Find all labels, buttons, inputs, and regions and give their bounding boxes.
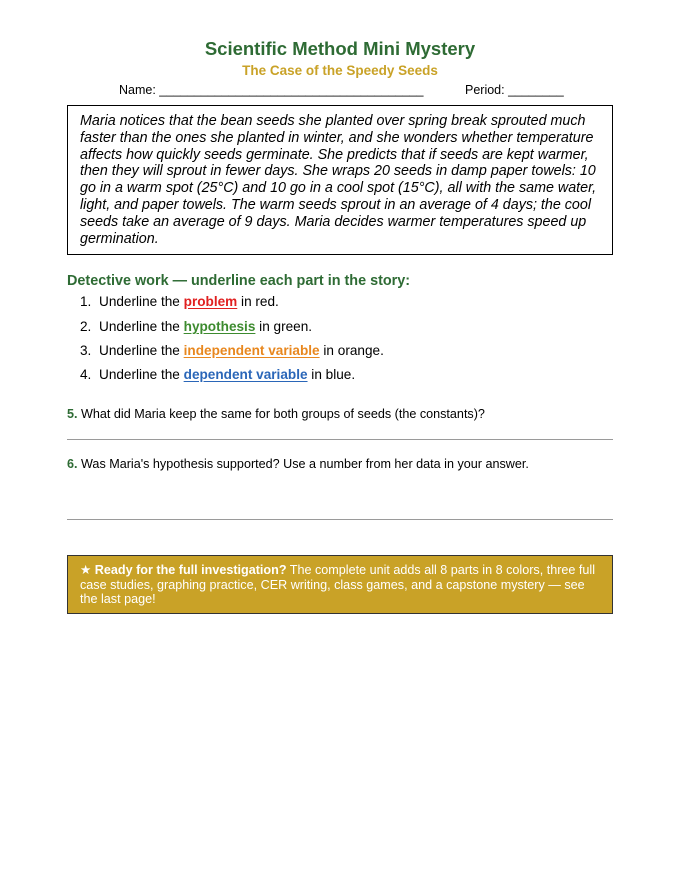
worksheet-title: Scientific Method Mini Mystery	[204, 38, 476, 59]
question-text: What did Maria keep the same for both groups of seeds (the constants)?	[81, 407, 485, 421]
question-number: 6.	[67, 457, 78, 471]
task-term-problem: problem	[183, 294, 238, 309]
task-text: Underline the	[99, 343, 184, 358]
task-text: in red.	[237, 294, 279, 309]
task-term-hypothesis: hypothesis	[183, 319, 256, 334]
question-number: 5.	[67, 407, 78, 421]
task-text: Underline the	[99, 367, 184, 382]
task-item	[80, 367, 355, 382]
name-field-line: Name: ______________________________________	[119, 83, 424, 97]
task-item	[80, 294, 279, 309]
task-item	[80, 319, 312, 334]
task-term-dependent-variable: dependent variable	[183, 367, 308, 382]
promo-lead: ★ Ready for the full investigation?	[80, 563, 287, 577]
promo-callout	[67, 555, 613, 614]
task-number: 4.	[80, 367, 92, 382]
task-number: 1.	[80, 294, 92, 309]
story-box: Maria notices that the bean seeds she planted over spring break sprouted much faster than the ones she planted in winter, and she wonders whether temperature affects how quickly seeds germinate. She predicts that if seeds are kept warmer, then they will sprout in fewer days. She wraps 20 seeds in damp paper towels: 10 go in a warm spot (25°C) and 10 go in a cool spot (15°C), all with the same water, light, and paper towels. The warm seeds sprout in an average of 4 days; the cool seeds take an average of 9 days. Maria decides warmer temperatures speed up germination.	[67, 105, 613, 255]
worksheet-subtitle: The Case of the Speedy Seeds	[242, 63, 438, 78]
question-text: Was Maria's hypothesis supported? Use a number from her data in your answer.	[81, 457, 529, 471]
task-term-independent-variable: independent variable	[183, 343, 320, 358]
task-text: in orange.	[319, 343, 384, 358]
promo-body: The complete unit adds all 8 parts in 8 colors, three full case studies, graphing practice, CER writing, class games, and a capstone mystery — see the last page!	[80, 563, 595, 607]
answer-line-6[interactable]	[67, 519, 613, 520]
task-text: Underline the	[99, 319, 184, 334]
task-text: in blue.	[307, 367, 356, 382]
question-6	[67, 457, 529, 471]
question-5	[67, 407, 485, 421]
answer-line-5[interactable]	[67, 439, 613, 440]
task-number: 3.	[80, 343, 92, 358]
period-field-line: Period: ________	[465, 83, 564, 97]
task-text: Underline the	[99, 294, 184, 309]
task-text: in green.	[255, 319, 313, 334]
task-number: 2.	[80, 319, 92, 334]
task-item	[80, 343, 384, 358]
detective-work-heading: Detective work — underline each part in the story:	[67, 273, 411, 289]
